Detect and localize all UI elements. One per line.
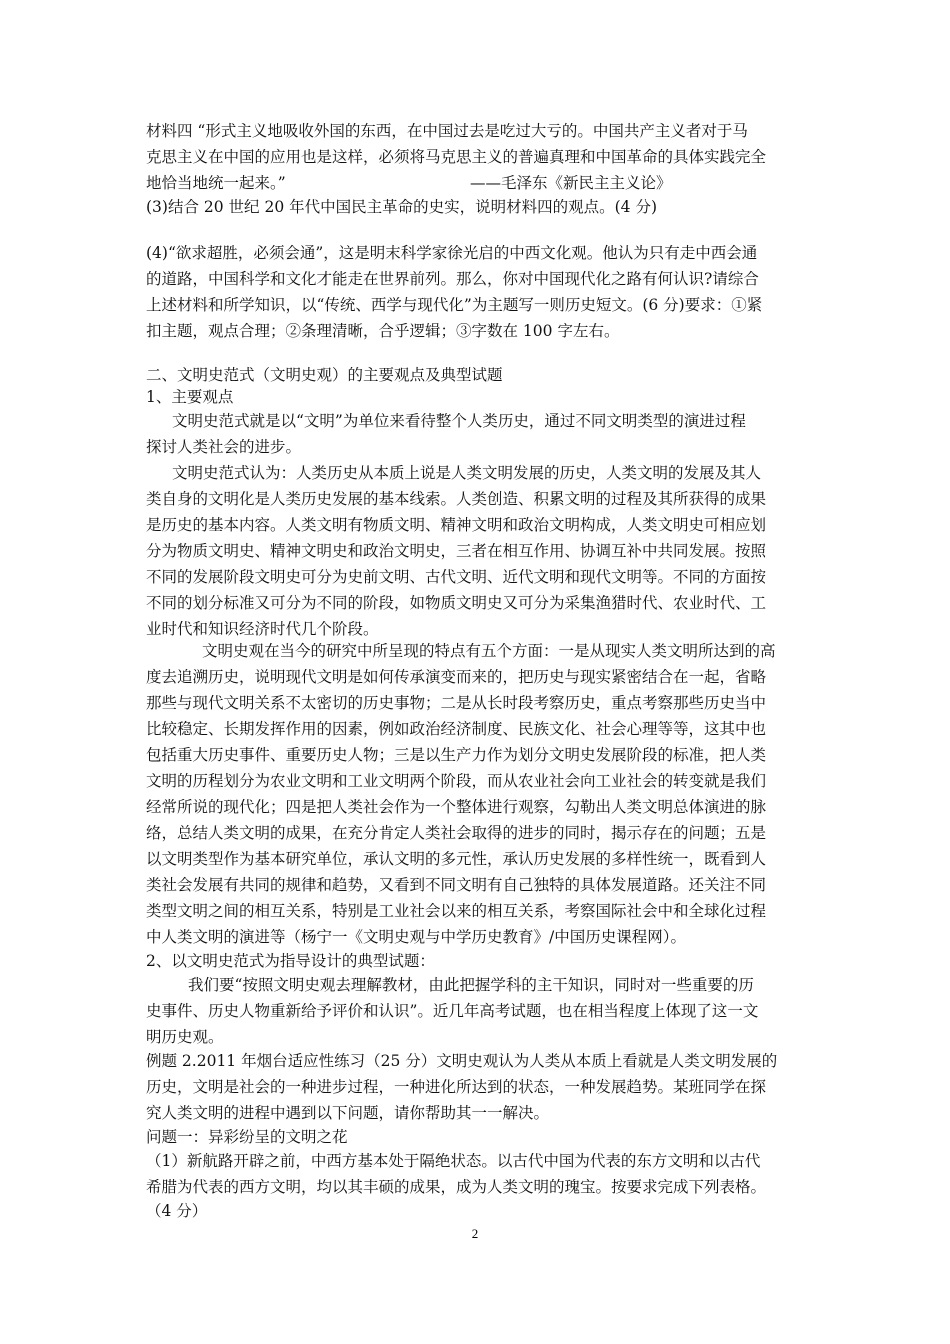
text-line-p3-6: 文明的历程划分为农业文明和工业文明两个阶段，而从农业社会向工业社会的转变就是我们 — [146, 772, 767, 790]
text-line-p2-7: 业时代和知识经济时代几个阶段。 — [146, 620, 379, 638]
text-line-p3-3: 那些与现代文明关系不太密切的历史事物；二是从长时段考察历史，重点考察那些历史当中 — [146, 694, 767, 712]
text-line-sec2: 二、文明史范式（文明史观）的主要观点及典型试题 — [146, 366, 503, 384]
text-line-p4-2: 史事件、历史人物重新给予评价和认识”。近几年高考试题，也在相当程度上体现了这一文 — [146, 1002, 759, 1020]
text-line-p4-3: 明历史观。 — [146, 1028, 224, 1046]
text-line-p1-2: 探讨人类社会的进步。 — [146, 438, 302, 456]
text-line-p2-1: 文明史范式认为：人类历史从本质上说是人类文明发展的历史，人类文明的发展及其人 — [172, 464, 762, 482]
text-line-q4-3: 上述材料和所学知识，以“传统、西学与现代化”为主题写一则历史短文。(6 分)要求：①紧 — [146, 296, 763, 314]
text-line-p2-5: 不同的发展阶段文明史可分为史前文明、古代文明、近代文明和现代文明等。不同的方面按 — [146, 568, 767, 586]
text-line-p2-4: 分为物质文明史、精神文明史和政治文明史，三者在相互作用、协调互补中共同发展。按照 — [146, 542, 767, 560]
text-line-p3-9: 以文明类型作为基本研究单位，承认文明的多元性，承认历史发展的多样性统一，既看到人 — [146, 850, 767, 868]
text-line-p3-4: 比较稳定、长期发挥作用的因素，例如政治经济制度、民族文化、社会心理等等，这其中也 — [146, 720, 767, 738]
text-line-qq1-3: （4 分） — [146, 1202, 208, 1220]
text-line-p3-8: 络，总结人类文明的成果，在充分肯定人类社会取得的进步的同时，揭示存在的问题；五是 — [146, 824, 767, 842]
text-line-q4-2: 的道路，中国科学和文化才能走在世界前列。那么，你对中国现代化之路有何认识?请综合 — [146, 270, 759, 288]
text-line-q4-4: 扣主题，观点合理；②条理清晰，合乎逻辑；③字数在 100 字左右。 — [146, 322, 620, 340]
text-line-p2-6: 不同的划分标准又可分为不同的阶段，如物质文明史又可分为采集渔猎时代、农业时代、工 — [146, 594, 767, 612]
text-line-m4-3: 地恰当地统一起来。” — [146, 174, 286, 192]
text-line-ex2-2: 历史，文明是社会的一种进步过程，一种进化所达到的状态，一种发展趋势。某班同学在探 — [146, 1078, 767, 1096]
text-line-p3-1: 文明史观在当今的研究中所呈现的特点有五个方面：一是从现实人类文明所达到的高 — [202, 642, 776, 660]
text-line-p3-10: 类社会发展有共同的规律和趋势，又看到不同文明有自己独特的具体发展道路。还关注不同 — [146, 876, 767, 894]
page-number: 2 — [471, 1226, 479, 1241]
text-line-p4-1: 我们要“按照文明史观去理解教材，由此把握学科的主干知识，同时对一些重要的历 — [188, 976, 754, 994]
text-line-sec2-1: 1、主要观点 — [146, 388, 234, 406]
text-line-sec2-2: 2、以文明史范式为指导设计的典型试题： — [146, 952, 435, 970]
text-line-p3-12: 中人类文明的演进等（杨宁一《文明史观与中学历史教育》/中国历史课程网）。 — [146, 928, 686, 946]
text-line-m4-2: 克思主义在中国的应用也是这样，必须将马克思主义的普遍真理和中国革命的具体实践完全 — [146, 148, 767, 166]
text-line-q4-1: (4)“欲求超胜，必须会通”，这是明末科学家徐光启的中西文化观。他认为只有走中西会通 — [146, 244, 758, 262]
text-line-ex2-3: 究人类文明的进程中遇到以下问题，请你帮助其一一解决。 — [146, 1104, 550, 1122]
text-line-p3-11: 类型文明之间的相互关系，特别是工业社会以来的相互关系，考察国际社会中和全球化过程 — [146, 902, 767, 920]
text-line-p2-3: 是历史的基本内容。人类文明有物质文明、精神文明和政治文明构成，人类文明史可相应划 — [146, 516, 767, 534]
text-line-ex2-1: 例题 2.2011 年烟台适应性练习（25 分）文明史观认为人类从本质上看就是人类文明发展的 — [146, 1052, 778, 1070]
text-line-qq1: 问题一：异彩纷呈的文明之花 — [146, 1128, 348, 1146]
text-line-m4-attr: ——毛泽东《新民主主义论》 — [470, 174, 672, 192]
text-line-qq1-2: 希腊为代表的西方文明，均以其丰硕的成果，成为人类文明的瑰宝。按要求完成下列表格。 — [146, 1178, 767, 1196]
text-line-qq1-1: （1）新航路开辟之前，中西方基本处于隔绝状态。以古代中国为代表的东方文明和以古代 — [146, 1152, 761, 1170]
text-line-m4-1: 材料四 “形式主义地吸收外国的东西，在中国过去是吃过大亏的。中国共产主义者对于马 — [146, 122, 748, 140]
text-line-p3-7: 经常所说的现代化；四是把人类社会作为一个整体进行观察，勾勒出人类文明总体演进的脉 — [146, 798, 767, 816]
text-line-q3: (3)结合 20 世纪 20 年代中国民主革命的史实，说明材料四的观点。(4 分) — [146, 198, 657, 216]
text-line-p3-5: 包括重大历史事件、重要历史人物；三是以生产力作为划分文明史发展阶段的标准，把人类 — [146, 746, 767, 764]
text-line-p1-1: 文明史范式就是以“文明”为单位来看待整个人类历史，通过不同文明类型的演进过程 — [172, 412, 746, 430]
text-line-p2-2: 类自身的文明化是人类历史发展的基本线索。人类创造、积累文明的过程及其所获得的成果 — [146, 490, 767, 508]
text-line-p3-2: 度去追溯历史，说明现代文明是如何传承演变而来的，把历史与现实紧密结合在一起，省略 — [146, 668, 767, 686]
